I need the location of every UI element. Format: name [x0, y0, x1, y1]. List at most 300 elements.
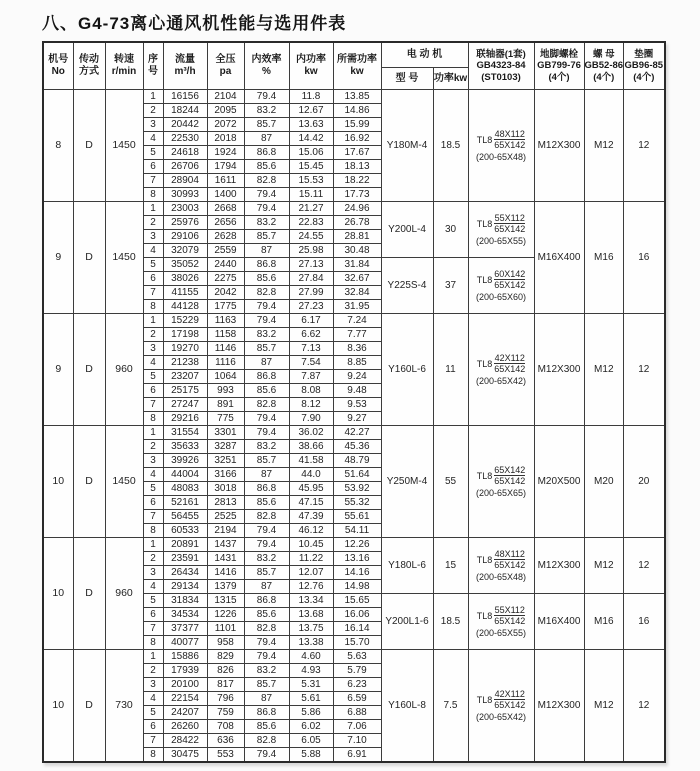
pressure-cell: 1794 [207, 160, 244, 174]
coupling-fraction [494, 269, 525, 290]
inner-power-cell: 4.60 [289, 650, 333, 664]
efficiency-cell: 83.2 [244, 104, 289, 118]
required-power-cell: 32.67 [333, 272, 381, 286]
inner-power-cell: 7.87 [289, 370, 333, 384]
inner-power-cell: 45.95 [289, 482, 333, 496]
efficiency-cell: 87 [244, 356, 289, 370]
motor-power-cell: 18.5 [433, 90, 468, 202]
coupling-spec [469, 689, 534, 721]
coupling-prefix: TL8 [476, 470, 493, 481]
pressure-cell: 993 [207, 384, 244, 398]
coupling-fraction-line [469, 465, 534, 486]
coupling-spec [469, 353, 534, 385]
seq-cell: 2 [143, 552, 163, 566]
flow-cell: 19270 [163, 342, 207, 356]
efficiency-cell: 83.2 [244, 216, 289, 230]
inner-power-cell: 6.62 [289, 328, 333, 342]
pressure-cell: 1116 [207, 356, 244, 370]
pressure-cell: 2668 [207, 202, 244, 216]
speed-cell: 1450 [105, 202, 143, 314]
drive-mode-cell: D [73, 90, 105, 202]
inner-power-cell: 13.63 [289, 118, 333, 132]
seq-cell: 1 [143, 202, 163, 216]
machine-no-cell: 10 [43, 426, 73, 538]
coupling-fraction-line [469, 213, 534, 234]
efficiency-cell: 85.7 [244, 118, 289, 132]
pressure-cell: 1146 [207, 342, 244, 356]
machine-no-cell: 9 [43, 314, 73, 426]
header-row-1 [43, 42, 665, 68]
inner-power-cell: 46.12 [289, 524, 333, 538]
efficiency-cell: 83.2 [244, 664, 289, 678]
motor-power-cell: 55 [433, 426, 468, 538]
pressure-cell: 1379 [207, 580, 244, 594]
seq-cell: 8 [143, 412, 163, 426]
inner-power-cell: 6.17 [289, 314, 333, 328]
flow-cell: 28904 [163, 174, 207, 188]
motor-power-cell: 11 [433, 314, 468, 426]
flow-cell: 39926 [163, 454, 207, 468]
coupling-fraction-bottom: 65X142 [494, 700, 526, 711]
washer-cell: 16 [624, 202, 665, 314]
flow-cell: 44128 [163, 300, 207, 314]
flow-cell: 23207 [163, 370, 207, 384]
seq-cell: 8 [143, 524, 163, 538]
header-seq: 序 号 [143, 42, 163, 90]
seq-cell: 7 [143, 734, 163, 748]
flow-cell: 29134 [163, 580, 207, 594]
required-power-cell: 9.48 [333, 384, 381, 398]
coupling-spec [469, 549, 534, 581]
pressure-cell: 2440 [207, 258, 244, 272]
flow-cell: 24207 [163, 706, 207, 720]
required-power-cell: 24.96 [333, 202, 381, 216]
header-motor-group: 电 动 机 [381, 42, 468, 68]
table-row [43, 650, 665, 664]
flow-cell: 35052 [163, 258, 207, 272]
efficiency-cell: 86.8 [244, 370, 289, 384]
required-power-cell: 18.13 [333, 160, 381, 174]
seq-cell: 3 [143, 230, 163, 244]
coupling-spec [469, 465, 534, 497]
motor-power-cell: 37 [433, 258, 468, 314]
flow-cell: 38026 [163, 272, 207, 286]
pressure-cell: 775 [207, 412, 244, 426]
coupling-fraction-bottom: 65X142 [494, 140, 526, 151]
flow-cell: 32079 [163, 244, 207, 258]
efficiency-cell: 83.2 [244, 552, 289, 566]
coupling-fraction-bottom: 65X142 [494, 560, 526, 571]
pressure-cell: 1416 [207, 566, 244, 580]
required-power-cell: 18.22 [333, 174, 381, 188]
pressure-cell: 2525 [207, 510, 244, 524]
pressure-cell: 1315 [207, 594, 244, 608]
table-row [43, 314, 665, 328]
efficiency-cell: 85.6 [244, 384, 289, 398]
efficiency-cell: 82.8 [244, 734, 289, 748]
coupling-fraction [494, 213, 525, 234]
drive-mode-cell: D [73, 202, 105, 314]
coupling-cell [468, 594, 534, 650]
inner-power-cell: 25.98 [289, 244, 333, 258]
seq-cell: 6 [143, 608, 163, 622]
pressure-cell: 636 [207, 734, 244, 748]
efficiency-cell: 87 [244, 132, 289, 146]
required-power-cell: 14.86 [333, 104, 381, 118]
pressure-cell: 1924 [207, 146, 244, 160]
efficiency-cell: 79.4 [244, 188, 289, 202]
table-row [43, 426, 665, 440]
pressure-cell: 3166 [207, 468, 244, 482]
seq-cell: 1 [143, 650, 163, 664]
coupling-prefix: TL8 [476, 274, 493, 285]
drive-mode-cell: D [73, 426, 105, 538]
header-motor-model: 型 号 [381, 68, 433, 90]
flow-cell: 29216 [163, 412, 207, 426]
header-washer: 垫圈 GB96-85 (4个) [624, 42, 665, 90]
seq-cell: 1 [143, 538, 163, 552]
inner-power-cell: 8.12 [289, 398, 333, 412]
motor-model-cell: Y250M-4 [381, 426, 433, 538]
seq-cell: 3 [143, 454, 163, 468]
nut-cell: M16 [584, 202, 624, 314]
required-power-cell: 17.67 [333, 146, 381, 160]
efficiency-cell: 83.2 [244, 440, 289, 454]
inner-power-cell: 36.02 [289, 426, 333, 440]
flow-cell: 27247 [163, 398, 207, 412]
required-power-cell: 26.78 [333, 216, 381, 230]
seq-cell: 7 [143, 510, 163, 524]
required-power-cell: 51.64 [333, 468, 381, 482]
pressure-cell: 1431 [207, 552, 244, 566]
required-power-cell: 45.36 [333, 440, 381, 454]
required-power-cell: 12.26 [333, 538, 381, 552]
seq-cell: 5 [143, 482, 163, 496]
inner-power-cell: 8.08 [289, 384, 333, 398]
flow-cell: 26434 [163, 566, 207, 580]
coupling-fraction-bottom: 65X142 [494, 476, 526, 487]
pressure-cell: 708 [207, 720, 244, 734]
efficiency-cell: 79.4 [244, 524, 289, 538]
inner-power-cell: 12.76 [289, 580, 333, 594]
pressure-cell: 1226 [207, 608, 244, 622]
inner-power-cell: 24.55 [289, 230, 333, 244]
flow-cell: 44004 [163, 468, 207, 482]
table-body [43, 90, 665, 763]
efficiency-cell: 85.6 [244, 720, 289, 734]
inner-power-cell: 13.34 [289, 594, 333, 608]
required-power-cell: 17.73 [333, 188, 381, 202]
anchor-bolt-cell: M16X400 [534, 202, 584, 314]
seq-cell: 1 [143, 314, 163, 328]
coupling-prefix: TL8 [476, 218, 493, 229]
seq-cell: 4 [143, 132, 163, 146]
required-power-cell: 15.99 [333, 118, 381, 132]
pressure-cell: 553 [207, 748, 244, 763]
machine-no-cell: 9 [43, 202, 73, 314]
washer-cell: 12 [624, 538, 665, 594]
flow-cell: 30475 [163, 748, 207, 763]
inner-power-cell: 13.75 [289, 622, 333, 636]
inner-power-cell: 7.54 [289, 356, 333, 370]
required-power-cell: 14.98 [333, 580, 381, 594]
required-power-cell: 55.32 [333, 496, 381, 510]
required-power-cell: 8.36 [333, 342, 381, 356]
coupling-note: (200-65X55) [475, 627, 527, 638]
seq-cell: 3 [143, 566, 163, 580]
inner-power-cell: 27.84 [289, 272, 333, 286]
motor-power-cell: 18.5 [433, 594, 468, 650]
fan-spec-table [42, 41, 666, 763]
coupling-spec [469, 129, 534, 161]
nut-cell: M20 [584, 426, 624, 538]
seq-cell: 8 [143, 300, 163, 314]
motor-power-cell: 15 [433, 538, 468, 594]
inner-power-cell: 12.07 [289, 566, 333, 580]
required-power-cell: 7.06 [333, 720, 381, 734]
required-power-cell: 32.84 [333, 286, 381, 300]
efficiency-cell: 86.8 [244, 594, 289, 608]
anchor-bolt-cell: M12X300 [534, 90, 584, 202]
pressure-cell: 1611 [207, 174, 244, 188]
pressure-cell: 2813 [207, 496, 244, 510]
flow-cell: 20442 [163, 118, 207, 132]
header-machine-no: 机号 No [43, 42, 73, 90]
required-power-cell: 15.70 [333, 636, 381, 650]
pressure-cell: 958 [207, 636, 244, 650]
pressure-cell: 2072 [207, 118, 244, 132]
nut-cell: M12 [584, 650, 624, 763]
seq-cell: 5 [143, 370, 163, 384]
pressure-cell: 1163 [207, 314, 244, 328]
flow-cell: 26706 [163, 160, 207, 174]
machine-no-cell: 10 [43, 650, 73, 763]
nut-cell: M12 [584, 314, 624, 426]
flow-cell: 16156 [163, 90, 207, 104]
seq-cell: 4 [143, 692, 163, 706]
efficiency-cell: 79.4 [244, 90, 289, 104]
flow-cell: 25175 [163, 384, 207, 398]
coupling-fraction [494, 129, 525, 150]
machine-no-cell: 8 [43, 90, 73, 202]
efficiency-cell: 79.4 [244, 538, 289, 552]
flow-cell: 15886 [163, 650, 207, 664]
coupling-fraction-top: 42X112 [494, 689, 525, 700]
inner-power-cell: 13.68 [289, 608, 333, 622]
efficiency-cell: 85.6 [244, 608, 289, 622]
coupling-cell [468, 202, 534, 258]
required-power-cell: 31.95 [333, 300, 381, 314]
motor-model-cell: Y160L-8 [381, 650, 433, 763]
efficiency-cell: 79.4 [244, 202, 289, 216]
efficiency-cell: 79.4 [244, 650, 289, 664]
flow-cell: 17198 [163, 328, 207, 342]
header-motor-power: 功率kw [433, 68, 468, 90]
flow-cell: 30993 [163, 188, 207, 202]
required-power-cell: 53.92 [333, 482, 381, 496]
seq-cell: 8 [143, 188, 163, 202]
coupling-cell [468, 426, 534, 538]
inner-power-cell: 41.58 [289, 454, 333, 468]
required-power-cell: 7.24 [333, 314, 381, 328]
anchor-bolt-cell: M20X500 [534, 426, 584, 538]
coupling-fraction [494, 689, 525, 710]
pressure-cell: 817 [207, 678, 244, 692]
header-coupling: 联轴器(1套) GB4323-84 (ST0103) [468, 42, 534, 90]
required-power-cell: 9.27 [333, 412, 381, 426]
coupling-fraction-top: 65X142 [494, 465, 526, 476]
seq-cell: 6 [143, 272, 163, 286]
coupling-fraction-top: 55X112 [494, 213, 525, 224]
seq-cell: 5 [143, 594, 163, 608]
speed-cell: 1450 [105, 90, 143, 202]
inner-power-cell: 27.23 [289, 300, 333, 314]
coupling-note: (200-65X55) [475, 235, 527, 246]
header-inner-power: 内功率 kw [289, 42, 333, 90]
pressure-cell: 1400 [207, 188, 244, 202]
flow-cell: 40077 [163, 636, 207, 650]
flow-cell: 41155 [163, 286, 207, 300]
required-power-cell: 5.79 [333, 664, 381, 678]
seq-cell: 2 [143, 216, 163, 230]
seq-cell: 2 [143, 664, 163, 678]
flow-cell: 20891 [163, 538, 207, 552]
coupling-cell [468, 90, 534, 202]
motor-model-cell: Y180L-6 [381, 538, 433, 594]
inner-power-cell: 7.13 [289, 342, 333, 356]
inner-power-cell: 38.66 [289, 440, 333, 454]
inner-power-cell: 11.22 [289, 552, 333, 566]
coupling-prefix: TL8 [476, 554, 493, 565]
flow-cell: 18244 [163, 104, 207, 118]
efficiency-cell: 87 [244, 244, 289, 258]
speed-cell: 960 [105, 538, 143, 650]
efficiency-cell: 87 [244, 468, 289, 482]
inner-power-cell: 5.61 [289, 692, 333, 706]
seq-cell: 5 [143, 706, 163, 720]
pressure-cell: 1437 [207, 538, 244, 552]
inner-power-cell: 7.90 [289, 412, 333, 426]
motor-model-cell: Y180M-4 [381, 90, 433, 202]
pressure-cell: 3018 [207, 482, 244, 496]
efficiency-cell: 85.7 [244, 566, 289, 580]
pressure-cell: 759 [207, 706, 244, 720]
flow-cell: 21238 [163, 356, 207, 370]
inner-power-cell: 12.67 [289, 104, 333, 118]
coupling-cell [468, 314, 534, 426]
flow-cell: 31554 [163, 426, 207, 440]
pressure-cell: 3301 [207, 426, 244, 440]
washer-cell: 20 [624, 426, 665, 538]
required-power-cell: 30.48 [333, 244, 381, 258]
seq-cell: 8 [143, 748, 163, 763]
washer-cell: 12 [624, 314, 665, 426]
flow-cell: 29106 [163, 230, 207, 244]
motor-model-cell: Y200L-4 [381, 202, 433, 258]
required-power-cell: 6.23 [333, 678, 381, 692]
required-power-cell: 16.06 [333, 608, 381, 622]
inner-power-cell: 47.39 [289, 510, 333, 524]
efficiency-cell: 82.8 [244, 622, 289, 636]
required-power-cell: 16.92 [333, 132, 381, 146]
coupling-note: (200-65X42) [475, 711, 527, 722]
seq-cell: 2 [143, 328, 163, 342]
seq-cell: 7 [143, 398, 163, 412]
pressure-cell: 826 [207, 664, 244, 678]
flow-cell: 24618 [163, 146, 207, 160]
coupling-fraction-bottom: 65X142 [494, 364, 526, 375]
coupling-cell [468, 258, 534, 314]
washer-cell: 12 [624, 90, 665, 202]
seq-cell: 4 [143, 468, 163, 482]
seq-cell: 5 [143, 146, 163, 160]
efficiency-cell: 82.8 [244, 286, 289, 300]
required-power-cell: 15.65 [333, 594, 381, 608]
header-nut: 螺 母 GB52-86 (4个) [584, 42, 624, 90]
flow-cell: 37377 [163, 622, 207, 636]
inner-power-cell: 4.93 [289, 664, 333, 678]
seq-cell: 2 [143, 104, 163, 118]
motor-power-cell: 7.5 [433, 650, 468, 763]
required-power-cell: 14.16 [333, 566, 381, 580]
inner-power-cell: 27.99 [289, 286, 333, 300]
pressure-cell: 1101 [207, 622, 244, 636]
coupling-prefix: TL8 [476, 610, 493, 621]
coupling-fraction [494, 605, 525, 626]
seq-cell: 6 [143, 720, 163, 734]
pressure-cell: 2042 [207, 286, 244, 300]
pressure-cell: 796 [207, 692, 244, 706]
pressure-cell: 3251 [207, 454, 244, 468]
coupling-prefix: TL8 [476, 134, 493, 145]
required-power-cell: 6.59 [333, 692, 381, 706]
coupling-fraction-line [469, 269, 534, 290]
efficiency-cell: 85.7 [244, 230, 289, 244]
efficiency-cell: 82.8 [244, 510, 289, 524]
efficiency-cell: 83.2 [244, 328, 289, 342]
required-power-cell: 13.16 [333, 552, 381, 566]
seq-cell: 4 [143, 244, 163, 258]
inner-power-cell: 14.42 [289, 132, 333, 146]
flow-cell: 22530 [163, 132, 207, 146]
flow-cell: 15229 [163, 314, 207, 328]
nut-cell: M16 [584, 594, 624, 650]
required-power-cell: 5.63 [333, 650, 381, 664]
inner-power-cell: 47.15 [289, 496, 333, 510]
efficiency-cell: 85.6 [244, 272, 289, 286]
seq-cell: 5 [143, 258, 163, 272]
required-power-cell: 8.85 [333, 356, 381, 370]
efficiency-cell: 86.8 [244, 482, 289, 496]
pressure-cell: 3287 [207, 440, 244, 454]
pressure-cell: 2095 [207, 104, 244, 118]
coupling-spec [469, 213, 534, 245]
seq-cell: 2 [143, 440, 163, 454]
seq-cell: 8 [143, 636, 163, 650]
flow-cell: 35633 [163, 440, 207, 454]
flow-cell: 56455 [163, 510, 207, 524]
nut-cell: M12 [584, 538, 624, 594]
seq-cell: 6 [143, 384, 163, 398]
required-power-cell: 28.81 [333, 230, 381, 244]
coupling-fraction-line [469, 549, 534, 570]
page-title: 八、G4-73离心通风机性能与选用件表 [42, 14, 347, 33]
inner-power-cell: 5.86 [289, 706, 333, 720]
coupling-prefix: TL8 [476, 694, 493, 705]
flow-cell: 48083 [163, 482, 207, 496]
header-efficiency: 内效率 % [244, 42, 289, 90]
coupling-fraction-top: 48X112 [494, 129, 525, 140]
